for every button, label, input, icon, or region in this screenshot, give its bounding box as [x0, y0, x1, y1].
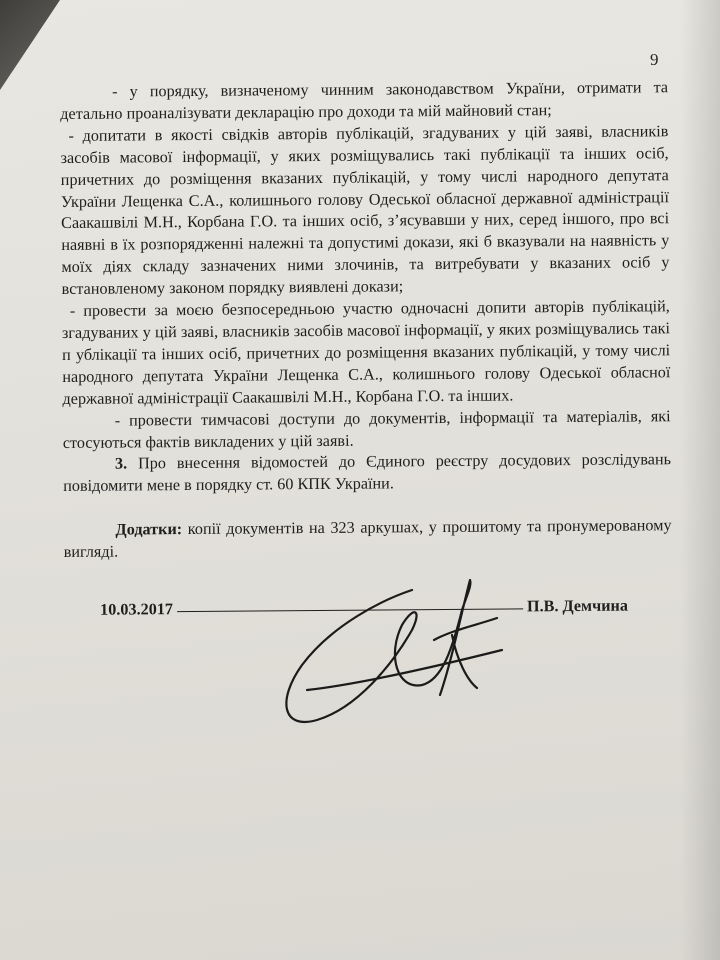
attachments-text: копії документів на 323 аркушах, у прошитому та пронумерованому вигляді. — [63, 516, 672, 562]
paragraph-temporary-access: - провести тимчасові доступи до документів, інформації та матеріалів, які стосуються фактів викладених у цій заяві. — [62, 406, 671, 452]
signature-date: 10.03.2017 — [100, 600, 174, 619]
paragraph-declaration: - у порядку, визначеному чинним законодавством України, отримати та детально проаналізувати декларацію про доходи та мій майновий стан; — [60, 78, 669, 123]
signatory-name: П.В. Демчина — [526, 596, 628, 616]
attachments-paragraph — [63, 515, 671, 564]
paragraph-interrogate: - допитати в якості свідків авторів публікацій, згадуваних у цій заяві, власників засобів масової інформації, у яких розміщувались такі публікації та інших осіб, причетних до розміщення вказаних публікацій, у тому числі народного депутата України Лещенка С.А., колишнього голову Одеської обласної державної адміністрації Саакашвілі М.Н., Корбана Г.О. та інших осіб, з’ясувавши у них, серед іншого, про всі наявні в їх розпорядженні належні та допустимі докази, які б вказували на наявність у моїх діях складу зазначених ними злочинів, та витребувати у вказаних осіб у встановленому законом порядку виявлені докази; — [60, 122, 670, 299]
handwritten-signature — [262, 570, 512, 750]
attachments-label: Додатки: — [115, 520, 183, 539]
paragraph-item-3 — [63, 450, 671, 499]
right-edge-shadow — [680, 0, 720, 960]
signature-stroke — [286, 580, 502, 722]
page-number: 9 — [650, 50, 659, 69]
item-3-number: 3. — [114, 454, 128, 473]
document-body — [60, 77, 672, 622]
item-3-text: Про внесення відомостей до Єдиного реєстру досудових розслідувань повідомити мене в порядку ст. 60 КПК України. — [63, 450, 672, 496]
paragraph-simultaneous-interrogation: - провести за моєю безпосередньою участю одночасні допити авторів публікацій, згадуваних у цій заяві, власників засобів масової інформації, у яких розміщувались такі п ублікації та інших осіб, причетних до розміщення вказаних публікацій, у тому числі народного депутата України Лещенка С.А., колишнього голову Одеської обласної державної адміністрації Саакашвілі М.Н., Корбана Г.О. та інших. — [61, 297, 671, 408]
